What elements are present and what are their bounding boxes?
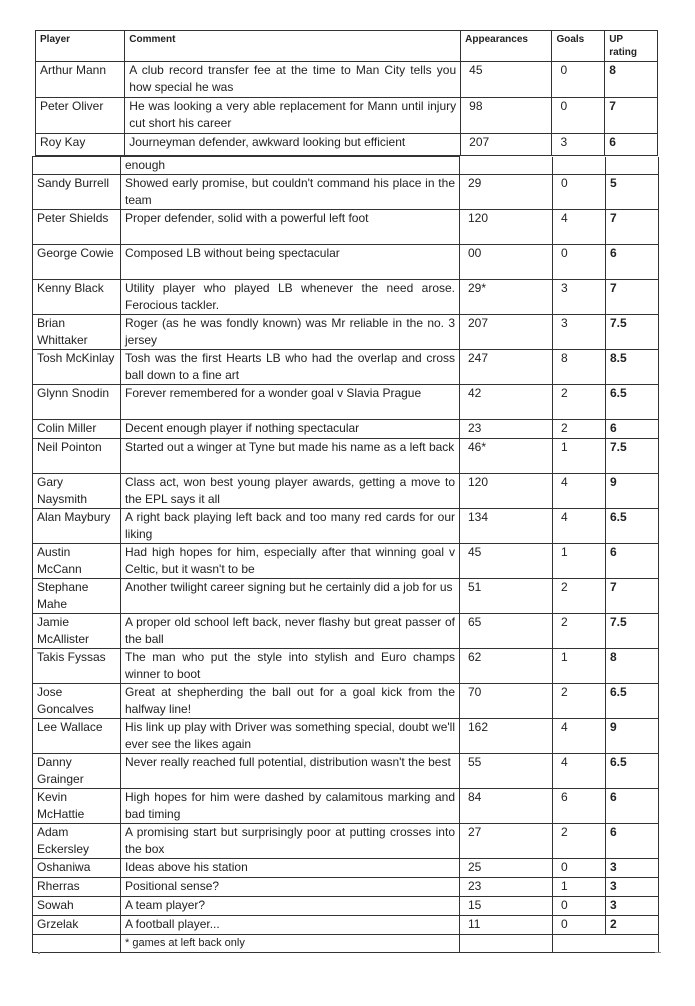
player-row <box>33 579 659 614</box>
player-comment: Started out a winger at Tyne but made his name as a left back <box>121 439 460 474</box>
player-row <box>33 878 659 897</box>
player-row <box>33 916 659 935</box>
player-comment: Showed early promise, but couldn't command his place in the team <box>121 175 460 210</box>
player-name: Lee Wallace <box>33 719 121 754</box>
footnote-goals-cell <box>553 935 606 953</box>
player-rating: 6.5 <box>606 385 659 420</box>
player-row <box>33 789 659 824</box>
footnote-player-cell <box>33 935 121 953</box>
player-appearances: 65 <box>460 614 553 649</box>
player-rating: 5 <box>606 175 659 210</box>
player-goals: 4 <box>553 754 606 789</box>
player-comment: Great at shepherding the ball out for a goal kick from the halfway line! <box>121 684 460 719</box>
player-appearances: 15 <box>460 897 553 916</box>
player-appearances: 23 <box>460 878 553 897</box>
header-rating-line1: UP <box>609 34 624 45</box>
player-name: Adam Eckersley <box>33 824 121 859</box>
player-rating: 7 <box>606 210 659 245</box>
player-name: Rherras <box>33 878 121 897</box>
player-name: Tosh McKinlay <box>33 350 121 385</box>
player-row <box>33 175 659 210</box>
player-goals: 2 <box>553 824 606 859</box>
player-goals: 0 <box>553 175 606 210</box>
player-comment: Roger (as he was fondly known) was Mr reliable in the no. 3 jersey <box>121 315 460 350</box>
player-goals: 0 <box>553 916 606 935</box>
header-comment: Comment <box>125 31 461 62</box>
player-table-main <box>32 156 659 953</box>
player-goals: 0 <box>553 859 606 878</box>
player-row <box>33 385 659 420</box>
player-row <box>36 134 658 156</box>
player-goals: 1 <box>553 649 606 684</box>
player-rating: 6 <box>606 544 659 579</box>
player-rating: 3 <box>606 897 659 916</box>
player-rating: 7 <box>606 579 659 614</box>
player-comment: Utility player who played LB whenever the need arose. Ferocious tackler. <box>121 280 460 315</box>
player-rating: 6.5 <box>606 509 659 544</box>
player-row <box>33 859 659 878</box>
player-comment: A promising start but surprisingly poor at putting crosses into the box <box>121 824 460 859</box>
header-rating-line2: rating <box>609 47 637 58</box>
player-appearances: 55 <box>460 754 553 789</box>
player-appearances: 134 <box>460 509 553 544</box>
player-rating: 3 <box>606 859 659 878</box>
player-goals: 1 <box>553 439 606 474</box>
player-rating: 6 <box>606 245 659 280</box>
player-appearances: 29* <box>460 280 553 315</box>
footnote-row <box>33 935 659 953</box>
player-rating: 6 <box>606 420 659 439</box>
player-goals: 0 <box>553 897 606 916</box>
player-name: Peter Shields <box>33 210 121 245</box>
continuation-goals-cell <box>553 157 606 175</box>
page-mark <box>38 952 40 954</box>
header-row <box>36 31 658 62</box>
player-rating: 9 <box>606 474 659 509</box>
player-name: Brian Whittaker <box>33 315 121 350</box>
footnote-rating-cell <box>606 935 659 953</box>
player-appearances: 45 <box>461 62 552 98</box>
player-goals: 1 <box>553 878 606 897</box>
player-goals: 4 <box>553 509 606 544</box>
continuation-apps-cell <box>460 157 553 175</box>
header-goals: Goals <box>552 31 605 62</box>
player-name: Roy Kay <box>36 134 125 156</box>
player-table-top <box>35 30 658 156</box>
player-name: Peter Oliver <box>36 98 125 134</box>
player-comment: A proper old school left back, never flashy but great passer of the ball <box>121 614 460 649</box>
main-rows <box>33 175 659 935</box>
player-comment: Another twilight career signing but he certainly did a job for us <box>121 579 460 614</box>
top-rows <box>36 62 658 156</box>
header-rating <box>605 31 658 62</box>
player-goals: 2 <box>553 579 606 614</box>
player-appearances: 27 <box>460 824 553 859</box>
player-row <box>33 315 659 350</box>
player-comment: A right back playing left back and too many red cards for our liking <box>121 509 460 544</box>
player-row <box>33 754 659 789</box>
player-name: Jose Goncalves <box>33 684 121 719</box>
player-rating: 7.5 <box>606 614 659 649</box>
player-rating: 6.5 <box>606 684 659 719</box>
player-goals: 0 <box>553 245 606 280</box>
player-name: Kenny Black <box>33 280 121 315</box>
player-comment: Journeyman defender, awkward looking but efficient <box>125 134 461 156</box>
player-row <box>33 420 659 439</box>
player-name: Jamie McAllister <box>33 614 121 649</box>
player-rating: 9 <box>606 719 659 754</box>
player-goals: 3 <box>553 280 606 315</box>
player-row <box>33 280 659 315</box>
player-comment: Composed LB without being spectacular <box>121 245 460 280</box>
player-name: Alan Maybury <box>33 509 121 544</box>
player-rating: 7.5 <box>606 315 659 350</box>
player-rating: 8 <box>605 62 658 98</box>
footnote-apps-cell <box>460 935 553 953</box>
player-row <box>33 824 659 859</box>
continuation-rating-cell <box>606 157 659 175</box>
player-name: George Cowie <box>33 245 121 280</box>
player-name: Austin McCann <box>33 544 121 579</box>
player-comment: High hopes for him were dashed by calamitous marking and bad timing <box>121 789 460 824</box>
player-rating: 6.5 <box>606 754 659 789</box>
player-goals: 2 <box>553 614 606 649</box>
player-row <box>36 98 658 134</box>
footnote: * games at left back only <box>121 935 460 953</box>
player-goals: 4 <box>553 719 606 754</box>
player-goals: 0 <box>552 62 605 98</box>
continuation-row <box>33 157 659 175</box>
player-row <box>33 897 659 916</box>
player-name: Takis Fyssas <box>33 649 121 684</box>
header-player: Player <box>36 31 125 62</box>
player-row <box>36 62 658 98</box>
player-goals: 3 <box>552 134 605 156</box>
player-appearances: 25 <box>460 859 553 878</box>
player-rating: 7 <box>606 280 659 315</box>
player-appearances: 51 <box>460 579 553 614</box>
player-name: Arthur Mann <box>36 62 125 98</box>
player-comment: He was looking a very able replacement for Mann until injury cut short his career <box>125 98 461 134</box>
player-appearances: 62 <box>460 649 553 684</box>
player-comment: Never really reached full potential, distribution wasn't the best <box>121 754 460 789</box>
player-rating: 6 <box>605 134 658 156</box>
player-comment: Forever remembered for a wonder goal v Slavia Prague <box>121 385 460 420</box>
player-comment: Proper defender, solid with a powerful left foot <box>121 210 460 245</box>
player-comment: Tosh was the first Hearts LB who had the overlap and cross ball down to a fine art <box>121 350 460 385</box>
player-appearances: 98 <box>461 98 552 134</box>
player-row <box>33 210 659 245</box>
player-comment: Positional sense? <box>121 878 460 897</box>
player-comment: Ideas above his station <box>121 859 460 878</box>
player-row <box>33 245 659 280</box>
player-row <box>33 474 659 509</box>
player-name: Sandy Burrell <box>33 175 121 210</box>
player-row <box>33 350 659 385</box>
player-row <box>33 544 659 579</box>
player-appearances: 00 <box>460 245 553 280</box>
player-rating: 2 <box>606 916 659 935</box>
player-appearances: 29 <box>460 175 553 210</box>
player-comment: Class act, won best young player awards, getting a move to the EPL says it all <box>121 474 460 509</box>
player-row <box>33 649 659 684</box>
player-name: Stephane Mahe <box>33 579 121 614</box>
player-name: Kevin McHattie <box>33 789 121 824</box>
continuation-player-cell <box>33 157 121 175</box>
player-goals: 4 <box>553 210 606 245</box>
player-appearances: 46* <box>460 439 553 474</box>
player-appearances: 23 <box>460 420 553 439</box>
player-rating: 7.5 <box>606 439 659 474</box>
player-comment: A football player... <box>121 916 460 935</box>
player-rating: 8 <box>606 649 659 684</box>
player-appearances: 120 <box>460 210 553 245</box>
player-appearances: 84 <box>460 789 553 824</box>
player-comment: Had high hopes for him, especially after that winning goal v Celtic, but it wasn't to be <box>121 544 460 579</box>
player-comment: His link up play with Driver was something special, doubt we'll ever see the likes again <box>121 719 460 754</box>
player-goals: 4 <box>553 474 606 509</box>
player-name: Grzelak <box>33 916 121 935</box>
player-rating: 3 <box>606 878 659 897</box>
player-rating: 8.5 <box>606 350 659 385</box>
player-goals: 2 <box>553 420 606 439</box>
page-tick <box>655 952 661 953</box>
player-goals: 2 <box>553 684 606 719</box>
player-appearances: 247 <box>460 350 553 385</box>
continuation-comment: enough <box>121 157 460 175</box>
player-appearances: 70 <box>460 684 553 719</box>
player-name: Neil Pointon <box>33 439 121 474</box>
player-rating: 6 <box>606 789 659 824</box>
player-rating: 6 <box>606 824 659 859</box>
player-name: Sowah <box>33 897 121 916</box>
player-appearances: 120 <box>460 474 553 509</box>
player-name: Colin Miller <box>33 420 121 439</box>
player-name: Danny Grainger <box>33 754 121 789</box>
player-row <box>33 684 659 719</box>
player-goals: 1 <box>553 544 606 579</box>
player-appearances: 207 <box>460 315 553 350</box>
player-row <box>33 439 659 474</box>
player-appearances: 11 <box>460 916 553 935</box>
player-goals: 2 <box>553 385 606 420</box>
player-appearances: 207 <box>461 134 552 156</box>
player-rating: 7 <box>605 98 658 134</box>
player-goals: 0 <box>552 98 605 134</box>
player-appearances: 42 <box>460 385 553 420</box>
player-name: Glynn Snodin <box>33 385 121 420</box>
player-row <box>33 614 659 649</box>
player-comment: The man who put the style into stylish and Euro champs winner to boot <box>121 649 460 684</box>
player-goals: 6 <box>553 789 606 824</box>
player-comment: Decent enough player if nothing spectacular <box>121 420 460 439</box>
player-comment: A team player? <box>121 897 460 916</box>
player-name: Gary Naysmith <box>33 474 121 509</box>
player-comment: A club record transfer fee at the time to Man City tells you how special he was <box>125 62 461 98</box>
player-goals: 8 <box>553 350 606 385</box>
player-goals: 3 <box>553 315 606 350</box>
player-name: Oshaniwa <box>33 859 121 878</box>
player-appearances: 45 <box>460 544 553 579</box>
player-row <box>33 509 659 544</box>
header-appearances: Appearances <box>461 31 552 62</box>
player-row <box>33 719 659 754</box>
player-appearances: 162 <box>460 719 553 754</box>
